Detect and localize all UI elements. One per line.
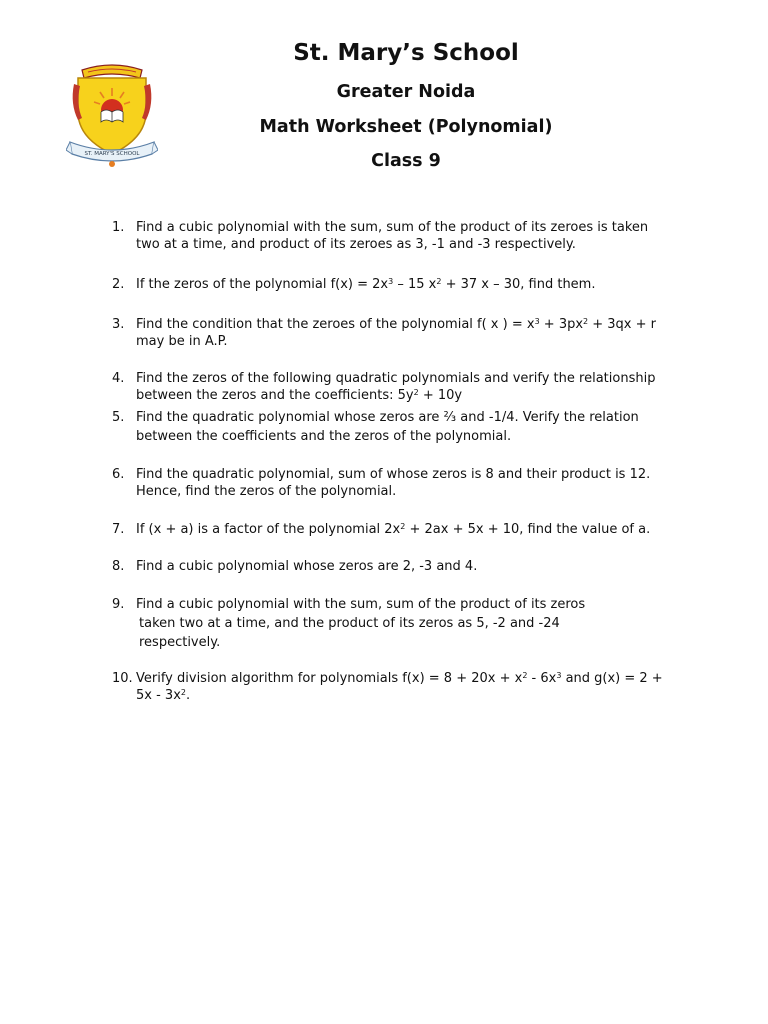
school-crest-logo xyxy=(66,60,158,172)
question-line: between the coefficients and the zeros of the polynomial. xyxy=(136,429,512,444)
question-line: respectively. xyxy=(139,635,221,650)
question-line: Find the zeros of the following quadratic polynomials and verify the relationship xyxy=(136,371,656,386)
question-number: 3. xyxy=(112,317,125,332)
question-line: Verify division algorithm for polynomials $f(x) = 8 + 20x + x^2 - 6x^3$ and g(x) = 2 + xyxy=(136,671,663,686)
question-number: 4. xyxy=(112,371,125,386)
question-text xyxy=(136,670,686,704)
question-line: If the zeros of the polynomial $f(x) = 2x^3 - 15$ $x^2 + 37$ x – 30, find them. xyxy=(136,277,596,292)
question-number: 7. xyxy=(112,522,125,537)
exponent: 2 xyxy=(413,388,419,397)
question-text xyxy=(136,466,686,500)
question-line: Find the quadratic polynomial whose zeros are ⅔ and -1/4. Verify the relation xyxy=(136,410,639,425)
question-line: Find a cubic polynomial with the sum, sum of the product of its zeroes is taken xyxy=(136,220,649,235)
question-line: taken two at a time, and the product of its zeros as 5, -2 and -24 xyxy=(139,616,560,631)
exponent: 3 xyxy=(388,277,394,286)
exponent: 2 xyxy=(180,688,186,697)
svg-text:ST. MARY'S SCHOOL: ST. MARY'S SCHOOL xyxy=(84,151,140,157)
question-line: Find a cubic polynomial whose zeros are 2, -3 and 4. xyxy=(136,559,478,574)
question-text xyxy=(136,316,686,350)
question-text xyxy=(136,596,686,651)
school-name: St. Mary’s School xyxy=(293,40,519,66)
question-number: 10. xyxy=(112,671,133,686)
exponent: 2 xyxy=(522,671,528,680)
exponent: 3 xyxy=(534,317,540,326)
question-line: two at a time, and product of its zeroes as 3, -1 and -3 respectively. xyxy=(136,237,576,252)
class-label: Class 9 xyxy=(371,151,441,171)
question-line: $5x - 3x^2$. xyxy=(136,688,191,703)
question-text xyxy=(136,558,686,575)
question-number: 6. xyxy=(112,467,125,482)
question-text xyxy=(136,409,686,445)
question-text xyxy=(136,219,686,253)
exponent: 2 xyxy=(583,317,589,326)
question-line: between the zeros and the coefficients: $5y^2 + 10y$ xyxy=(136,388,463,403)
question-number: 8. xyxy=(112,559,125,574)
question-number: 5. xyxy=(112,410,125,425)
school-city: Greater Noida xyxy=(336,82,476,102)
question-line: Hence, find the zeros of the polynomial. xyxy=(136,484,397,499)
exponent: 2 xyxy=(436,277,442,286)
question-line: Find a cubic polynomial with the sum, sum of the product of its zeros xyxy=(136,597,586,612)
worksheet-title: Math Worksheet (Polynomial) xyxy=(259,117,553,137)
question-text xyxy=(136,521,686,538)
exponent: 3 xyxy=(556,671,562,680)
question-line: Find the quadratic polynomial, sum of whose zeros is 8 and their product is 12. xyxy=(136,467,651,482)
question-text xyxy=(136,370,686,404)
question-number: 9. xyxy=(112,597,125,612)
question-number: 1. xyxy=(112,220,125,235)
question-line: If (x + a) is a factor of the polynomial $2x^2 + 2ax + 5x + 10$, find the value of a. xyxy=(136,522,651,537)
question-line: may be in A.P. xyxy=(136,334,228,349)
question-number: 2. xyxy=(112,277,125,292)
question-text xyxy=(136,276,686,293)
question-line: Find the condition that the zeroes of the polynomial f( x ) = $x^3 + 3px^2 + 3qx + r$ xyxy=(136,317,657,332)
exponent: 2 xyxy=(400,522,406,531)
